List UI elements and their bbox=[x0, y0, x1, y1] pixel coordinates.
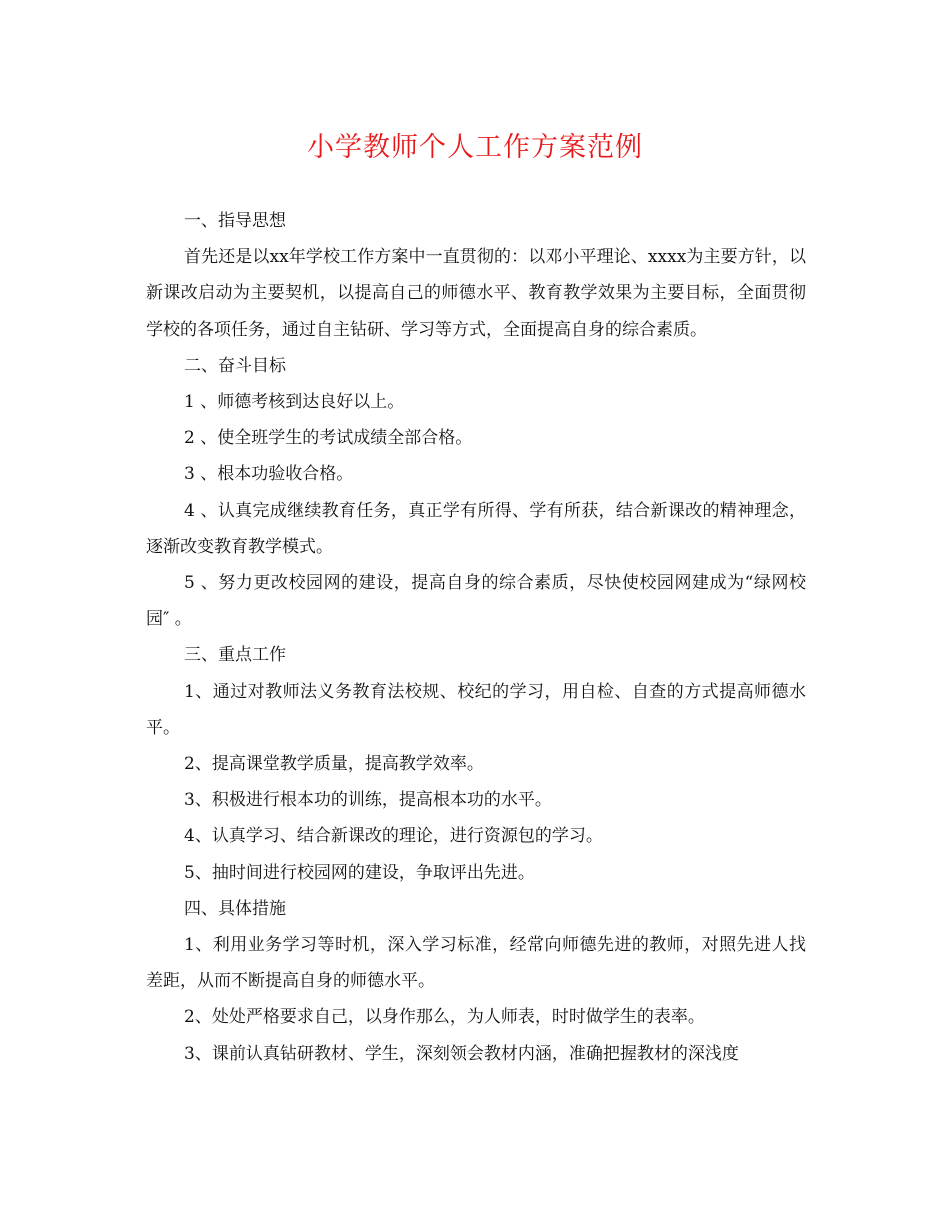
document-body bbox=[146, 203, 806, 1072]
paragraph: 首先还是以xx年学校工作方案中一直贯彻的：以邓小平理论、xxxx为主要方针，以新课改启动为主要契机，以提高自己的师德水平、教育教学效果为主要目标，全面贯彻学校的各项任务，通过自主钻研、学习等方式，全面提高自身的综合素质。 bbox=[146, 247, 806, 340]
section-heading-guiding-ideology: 一、指导思想 bbox=[184, 211, 286, 231]
list-item: 4 、认真完成继续教育任务，真正学有所得、学有所获，结合新课改的精神理念，逐渐改变教育教学模式。 bbox=[146, 500, 806, 557]
list-item: 1、通过对教师法义务教育法校规、校纪的学习，用自检、自查的方式提高师德水平。 bbox=[146, 681, 806, 738]
list-item: 3、课前认真钻研教材、学生，深刻领会教材内涵，准确把握教材的深浅度 bbox=[184, 1043, 739, 1064]
list-item: 4、认真学习、结合新课改的理论，进行资源包的学习。 bbox=[184, 826, 603, 847]
list-item: 5、抽时间进行校园网的建设，争取评出先进。 bbox=[184, 862, 535, 883]
list-item: 5 、努力更改校园网的建设，提高自身的综合素质，尽快使校园网建成为“绿网校园″ 。 bbox=[146, 573, 806, 630]
list-item: 2、处处严格要求自己，以身作那么，为人师表，时时做学生的表率。 bbox=[184, 1007, 705, 1028]
list-item: 2 、使全班学生的考试成绩全部合格。 bbox=[184, 428, 473, 449]
section-heading-key-work: 三、重点工作 bbox=[184, 645, 286, 666]
list-item: 3 、根本功验收合格。 bbox=[184, 464, 354, 485]
list-item: 1 、师德考核到达良好以上。 bbox=[184, 392, 405, 413]
list-item: 2、提高课堂教学质量，提高教学效率。 bbox=[184, 754, 484, 775]
list-item: 3、积极进行根本功的训练，提高根本功的水平。 bbox=[184, 790, 552, 811]
document-title: 小学教师个人工作方案范例 bbox=[307, 132, 643, 163]
section-heading-measures: 四、具体措施 bbox=[184, 898, 286, 919]
section-heading-goals: 二、奋斗目标 bbox=[184, 355, 286, 376]
list-item: 1、利用业务学习等时机，深入学习标准，经常向师德先进的教师，对照先进人找差距，从而不断提高自身的师德水平。 bbox=[146, 935, 806, 992]
